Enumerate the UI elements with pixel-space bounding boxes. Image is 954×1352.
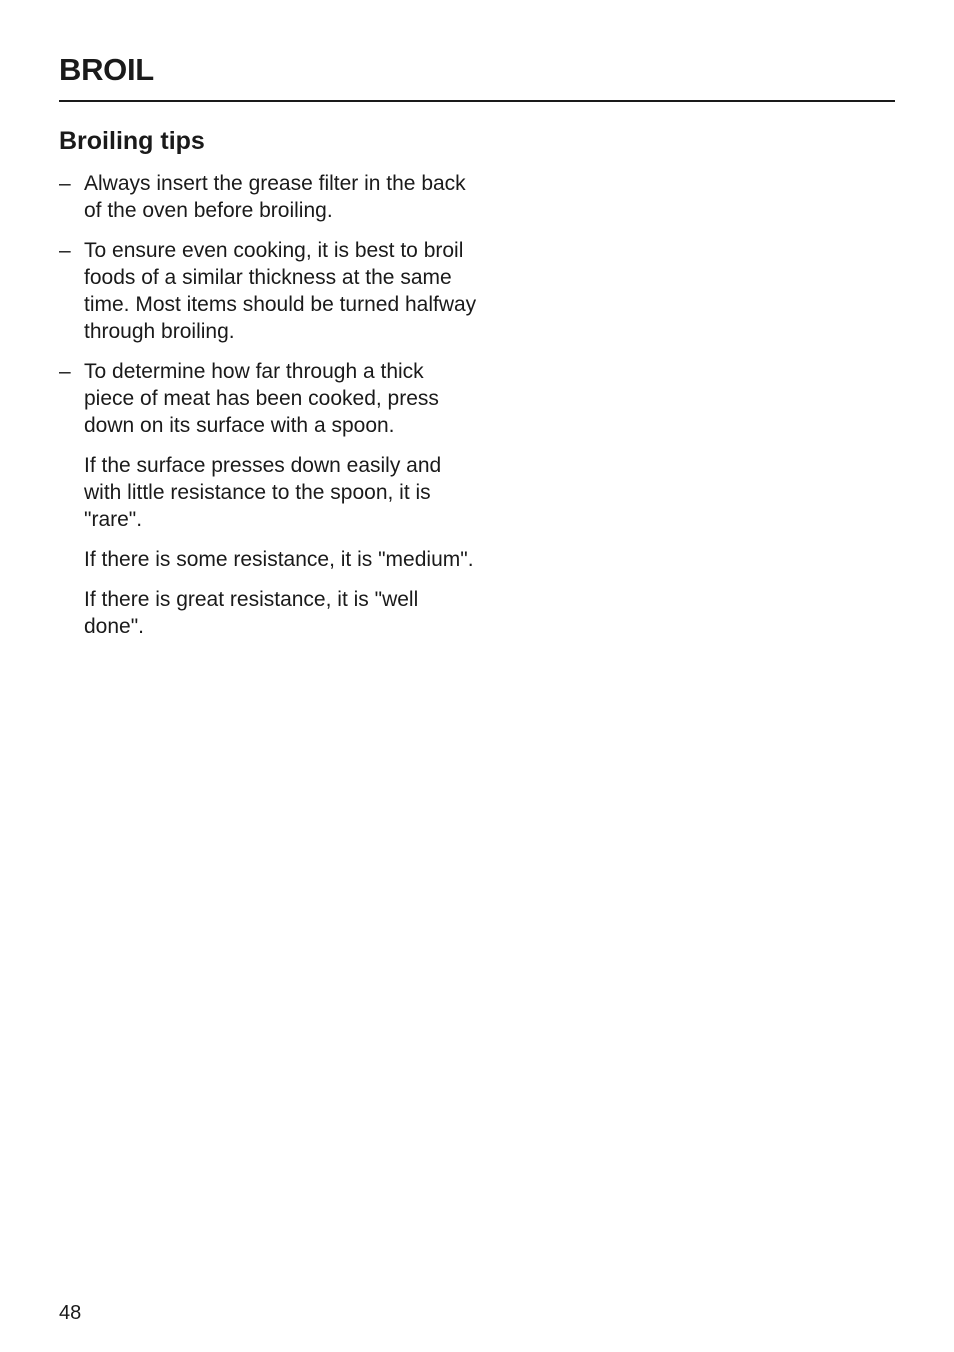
page-title: BROIL bbox=[59, 52, 154, 87]
main-content bbox=[59, 124, 479, 653]
dash-bullet-icon: – bbox=[59, 360, 71, 383]
page-number: 48 bbox=[59, 1302, 82, 1324]
page-header bbox=[59, 50, 895, 102]
dash-bullet-icon: – bbox=[59, 172, 71, 195]
tip-text: Always insert the grease filter in the back of the oven before broiling. bbox=[84, 172, 466, 222]
tips-list bbox=[59, 170, 479, 439]
dash-bullet-icon: – bbox=[59, 239, 71, 262]
doneness-rare: If the surface presses down easily and with little resistance to the spoon, it is "rare". bbox=[84, 454, 442, 531]
doneness-medium: If there is some resistance, it is "medium". bbox=[84, 548, 474, 571]
doneness-well-done: If there is great resistance, it is "well done". bbox=[84, 588, 419, 638]
tip-text: To determine how far through a thick piece of meat has been cooked, press down on its surface with a spoon. bbox=[84, 360, 439, 437]
tip-item bbox=[59, 237, 479, 345]
section-title: Broiling tips bbox=[59, 127, 205, 155]
tip-text: To ensure even cooking, it is best to broil foods of a similar thickness at the same time. Most items should be turned halfway through broiling. bbox=[84, 239, 477, 343]
tip-item bbox=[59, 358, 479, 439]
tip-item bbox=[59, 170, 479, 224]
